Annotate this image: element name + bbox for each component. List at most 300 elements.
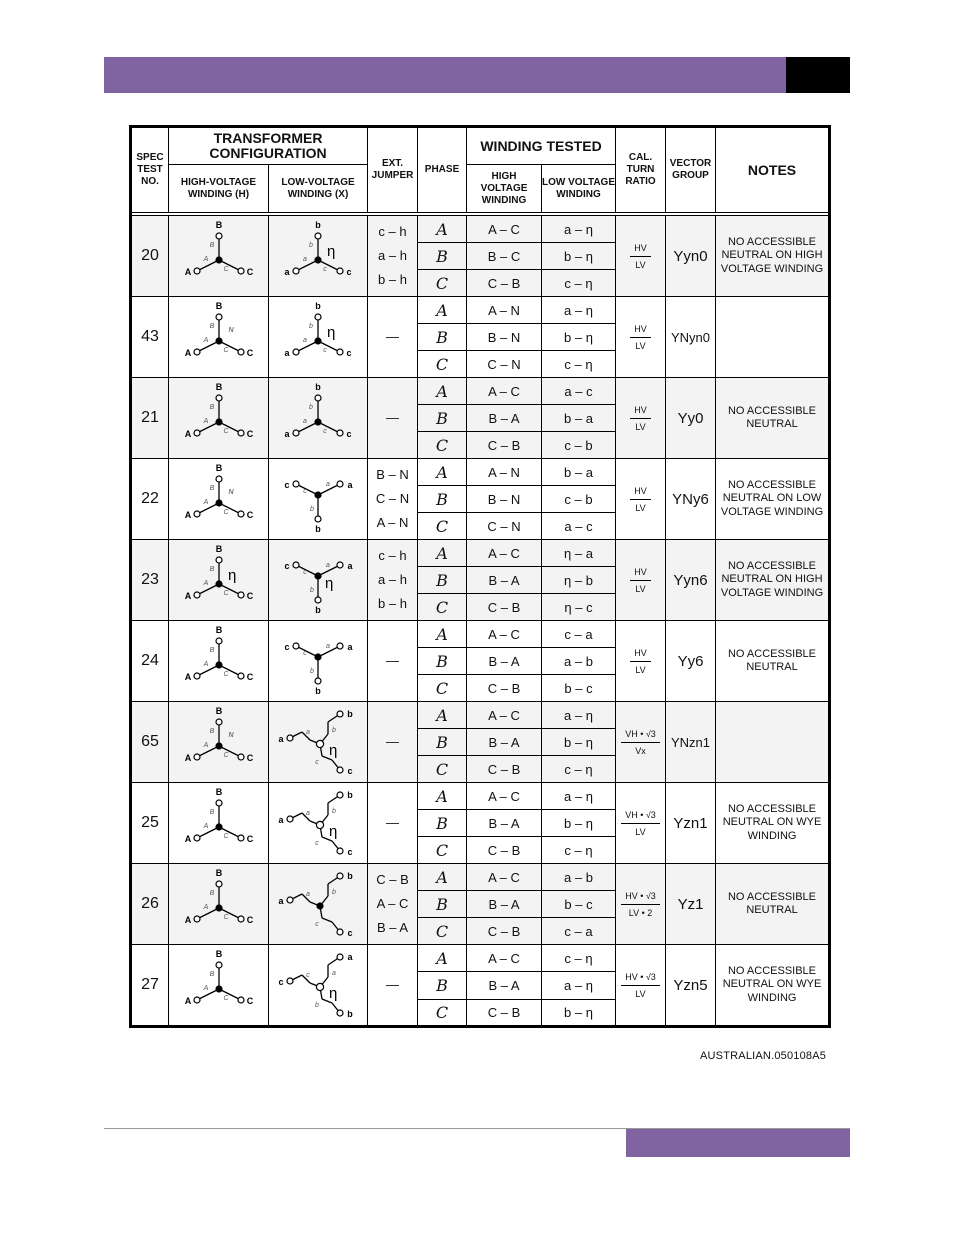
lv-winding-tested: η – a: [542, 540, 616, 567]
ratio-numerator: HV: [630, 324, 651, 338]
winding-label: C: [222, 266, 229, 273]
hv-winding-diagram: [169, 216, 269, 297]
lv-winding-tested: b – η: [542, 810, 616, 837]
terminal-node: [337, 711, 343, 717]
terminal-label: B: [215, 463, 222, 473]
terminal-node: [287, 978, 293, 984]
ratio-fraction: [630, 243, 651, 270]
neutral-node: [314, 418, 321, 425]
neutral-eta-label: η: [327, 324, 336, 341]
table-row: [131, 864, 830, 891]
terminal-node: [337, 1010, 343, 1016]
phase-letter: B: [418, 567, 467, 594]
terminal-a-node: [194, 997, 200, 1003]
notes-cell: NO ACCESSIBLE NEUTRAL ON HIGH VOLTAGE WINDING: [716, 540, 830, 621]
terminal-label: c: [347, 847, 353, 857]
ext-jumper: [368, 216, 418, 297]
winding-label: A: [203, 742, 208, 749]
cal-turn-ratio: [616, 459, 666, 540]
table-row-group: [131, 297, 830, 378]
ext-jumper: [368, 864, 418, 945]
terminal-label: A: [184, 834, 191, 844]
table-row-group: [131, 621, 830, 702]
vector-group: YNyn0: [666, 297, 716, 378]
terminal-node: [337, 929, 343, 935]
phase-letter: B: [418, 486, 467, 513]
hv-winding-tested: A – N: [467, 297, 542, 324]
winding-line: [219, 503, 241, 514]
terminal-label: B: [215, 949, 222, 959]
hv-winding-diagram: [169, 864, 269, 945]
phase-letter: C: [418, 513, 467, 540]
phase-letter: B: [418, 243, 467, 270]
winding-line: [318, 341, 340, 352]
lv-winding-tested: b – a: [542, 405, 616, 432]
terminal-label: b: [315, 605, 321, 615]
ext-jumper: [368, 702, 418, 783]
ratio-numerator: HV: [630, 405, 651, 419]
cal-turn-ratio: [616, 216, 666, 297]
notes-cell: NO ACCESSIBLE NEUTRAL: [716, 378, 830, 459]
header-transformer-configuration: TRANSFORMER CONFIGURATION: [169, 127, 368, 165]
winding-label: b: [309, 404, 313, 411]
table-row-group: [131, 540, 830, 621]
lv-winding-tested: c – b: [542, 432, 616, 459]
spec-test-number: 43: [131, 297, 169, 378]
spec-test-number: 24: [131, 621, 169, 702]
ratio-fraction: [621, 810, 660, 837]
terminal-a-node: [194, 592, 200, 598]
lv-winding-tested: b – η: [542, 324, 616, 351]
phase-letter: A: [418, 459, 467, 486]
cal-turn-ratio: [616, 378, 666, 459]
ratio-numerator: HV: [630, 648, 651, 662]
hv-winding-tested: B – A: [467, 648, 542, 675]
ratio-fraction: [630, 405, 651, 432]
winding-label: a: [306, 891, 310, 898]
winding-label: C: [222, 428, 229, 435]
phase-letter: C: [418, 837, 467, 864]
terminal-c-node: [238, 835, 244, 841]
spec-test-number: 21: [131, 378, 169, 459]
ext-jumper: [368, 621, 418, 702]
notes-cell: NO ACCESSIBLE NEUTRAL ON LOW VOLTAGE WINDING: [716, 459, 830, 540]
lv-winding-diagram: [269, 864, 368, 945]
terminal-label: b: [315, 524, 321, 534]
vector-group: Yz1: [666, 864, 716, 945]
phase-letter: C: [418, 351, 467, 378]
lv-winding-tested: c – η: [542, 270, 616, 297]
winding-label: a: [326, 481, 330, 488]
ratio-numerator: HV • √3: [621, 891, 660, 905]
winding-label: A: [203, 580, 208, 587]
terminal-b-node: [216, 557, 222, 563]
hv-winding-tested: A – C: [467, 864, 542, 891]
neutral-eta-label: η: [329, 985, 338, 1002]
notes-cell: NO ACCESSIBLE NEUTRAL: [716, 864, 830, 945]
terminal-label: C: [246, 429, 253, 439]
lv-winding-tested: c – η: [542, 837, 616, 864]
hv-winding-tested: C – N: [467, 513, 542, 540]
hv-winding-tested: C – B: [467, 756, 542, 783]
ratio-numerator: HV • √3: [621, 972, 660, 986]
neutral-node: [215, 499, 222, 506]
phase-letter: B: [418, 972, 467, 999]
winding-label: a: [306, 810, 310, 817]
header-hv-winding: HIGH-VOLTAGE WINDING (H): [169, 165, 269, 213]
winding-line: [296, 484, 318, 495]
neutral-eta-label: η: [227, 567, 236, 584]
lv-winding-diagram: [269, 702, 368, 783]
hv-winding-diagram: [169, 945, 269, 1027]
winding-line: [219, 989, 241, 1000]
phase-letter: C: [418, 999, 467, 1026]
winding-label: B: [209, 323, 214, 330]
terminal-label: c: [284, 480, 290, 490]
table-row: [131, 945, 830, 972]
neutral-node: [215, 823, 222, 830]
terminal-label: A: [184, 267, 191, 277]
spec-test-number: 65: [131, 702, 169, 783]
terminal-node: [287, 897, 293, 903]
ext-jumper: [368, 459, 418, 540]
terminal-label: a: [278, 896, 284, 906]
ratio-fraction: [621, 891, 660, 918]
terminal-b-node: [315, 678, 321, 684]
hv-winding-tested: B – A: [467, 810, 542, 837]
terminal-a-node: [194, 916, 200, 922]
hv-winding-tested: C – B: [467, 918, 542, 945]
winding-label: b: [309, 242, 313, 249]
lv-winding-tested: a – η: [542, 702, 616, 729]
terminal-b-node: [216, 719, 222, 725]
jumper-value: A – N: [376, 515, 409, 530]
terminal-label: A: [184, 996, 191, 1006]
ratio-denominator: LV: [635, 502, 646, 513]
winding-label: C: [222, 752, 229, 759]
terminal-label: c: [347, 928, 353, 938]
terminal-label: b: [315, 220, 321, 230]
terminal-a-node: [194, 430, 200, 436]
terminal-label: b: [347, 709, 353, 719]
terminal-node: [337, 873, 343, 879]
winding-label: B: [209, 485, 214, 492]
neutral-label: N: [227, 732, 234, 739]
ratio-fraction: [630, 486, 651, 513]
winding-label: a: [326, 562, 330, 569]
jumper-value: B – A: [376, 920, 409, 935]
terminal-label: B: [215, 301, 222, 311]
table-row: [131, 540, 830, 567]
neutral-node: [316, 902, 323, 909]
terminal-b-node: [216, 476, 222, 482]
hv-winding-tested: B – N: [467, 486, 542, 513]
terminal-node: [337, 767, 343, 773]
hv-winding-tested: A – C: [467, 945, 542, 972]
ext-jumper: [368, 783, 418, 864]
vector-group-table: [129, 125, 831, 1028]
ratio-denominator: LV • 2: [628, 907, 653, 918]
hv-winding-tested: C – B: [467, 837, 542, 864]
winding-label: C: [222, 590, 229, 597]
phase-letter: A: [418, 540, 467, 567]
neutral-node: [215, 337, 222, 344]
vector-group: YNzn1: [666, 702, 716, 783]
terminal-label: c: [347, 766, 353, 776]
terminal-b-node: [216, 638, 222, 644]
ratio-denominator: Vx: [635, 745, 646, 756]
terminal-a-node: [194, 349, 200, 355]
winding-label: C: [222, 995, 229, 1002]
lv-winding-tested: a – c: [542, 378, 616, 405]
cal-turn-ratio: [616, 783, 666, 864]
terminal-node: [337, 792, 343, 798]
jumper-value: —: [386, 329, 400, 344]
terminal-label: B: [215, 625, 222, 635]
terminal-a-node: [293, 349, 299, 355]
winding-label: b: [332, 727, 336, 734]
winding-line: [219, 584, 241, 595]
header-lv-winding: LOW-VOLTAGE WINDING (X): [269, 165, 368, 213]
winding-label: c: [315, 921, 319, 928]
winding-line: [318, 422, 340, 433]
terminal-label: c: [284, 642, 290, 652]
terminal-node: [337, 954, 343, 960]
lv-winding-tested: c – b: [542, 486, 616, 513]
winding-line: [219, 341, 241, 352]
terminal-label: C: [246, 996, 253, 1006]
ratio-denominator: LV: [635, 988, 646, 999]
phase-letter: B: [418, 648, 467, 675]
terminal-a-node: [293, 430, 299, 436]
hv-winding-diagram: [169, 621, 269, 702]
winding-label: A: [203, 418, 208, 425]
phase-letter: A: [418, 297, 467, 324]
jumper-value: —: [386, 653, 400, 668]
ext-jumper: [368, 297, 418, 378]
neutral-node: [215, 580, 222, 587]
terminal-c-node: [337, 349, 343, 355]
winding-label: b: [310, 587, 314, 594]
hv-winding-tested: B – A: [467, 567, 542, 594]
hv-winding-tested: A – N: [467, 459, 542, 486]
terminal-b-node: [216, 800, 222, 806]
spec-test-number: 23: [131, 540, 169, 621]
terminal-label: C: [246, 915, 253, 925]
terminal-node: [287, 816, 293, 822]
winding-label: c: [323, 428, 327, 435]
lv-winding-diagram: [269, 945, 368, 1027]
lv-winding-tested: c – a: [542, 621, 616, 648]
terminal-label: b: [315, 686, 321, 696]
terminal-label: a: [278, 734, 284, 744]
terminal-label: A: [184, 591, 191, 601]
winding-label: c: [303, 488, 307, 495]
table-row-group: [131, 378, 830, 459]
hv-winding-tested: A – C: [467, 783, 542, 810]
phase-letter: A: [418, 783, 467, 810]
winding-label: a: [303, 337, 307, 344]
neutral-node: [215, 742, 222, 749]
terminal-c-node: [337, 430, 343, 436]
header-ext-jumper: EXT. JUMPER: [368, 127, 418, 213]
winding-label: C: [222, 347, 229, 354]
spec-test-number: 20: [131, 216, 169, 297]
winding-label: b: [310, 668, 314, 675]
terminal-label: c: [346, 348, 352, 358]
terminal-c-node: [293, 562, 299, 568]
cal-turn-ratio: [616, 297, 666, 378]
hv-winding-tested: B – A: [467, 729, 542, 756]
ratio-denominator: LV: [635, 583, 646, 594]
terminal-b-node: [216, 395, 222, 401]
winding-label: b: [310, 506, 314, 513]
jumper-value: —: [386, 734, 400, 749]
terminal-c-node: [238, 592, 244, 598]
winding-label: a: [306, 729, 310, 736]
winding-label: B: [209, 728, 214, 735]
cal-turn-ratio: [616, 864, 666, 945]
ext-jumper: [368, 540, 418, 621]
terminal-b-node: [216, 233, 222, 239]
phase-letter: C: [418, 756, 467, 783]
jumper-value: A – C: [376, 896, 409, 911]
winding-line: [296, 646, 318, 657]
jumper-value: b – h: [378, 272, 407, 287]
footer-band: [626, 1129, 850, 1157]
winding-label: a: [326, 643, 330, 650]
terminal-label: A: [184, 672, 191, 682]
ext-jumper: [368, 945, 418, 1027]
hv-winding-tested: A – C: [467, 378, 542, 405]
terminal-a-node: [293, 268, 299, 274]
neutral-node: [215, 904, 222, 911]
table-row-group: [131, 864, 830, 945]
figure-id: AUSTRALIAN.050108A5: [700, 1050, 827, 1062]
lv-winding-diagram: [269, 621, 368, 702]
neutral-node: [316, 821, 323, 828]
ratio-denominator: LV: [635, 826, 646, 837]
hv-winding-diagram: [169, 459, 269, 540]
terminal-label: a: [278, 815, 284, 825]
winding-label: c: [323, 266, 327, 273]
neutral-eta-label: η: [329, 742, 338, 759]
terminal-label: b: [347, 1009, 353, 1019]
terminal-label: A: [184, 915, 191, 925]
terminal-label: a: [347, 480, 353, 490]
header-winding-tested: WINDING TESTED: [467, 127, 616, 165]
terminal-b-node: [216, 314, 222, 320]
header-vector-group: VECTOR GROUP: [666, 127, 716, 213]
terminal-label: B: [215, 706, 222, 716]
lv-winding-tested: b – η: [542, 729, 616, 756]
terminal-b-node: [315, 516, 321, 522]
winding-line: [296, 260, 318, 271]
terminal-c-node: [238, 268, 244, 274]
winding-label: B: [209, 647, 214, 654]
cal-turn-ratio: [616, 702, 666, 783]
table-row-group: [131, 945, 830, 1027]
hv-winding-tested: B – A: [467, 405, 542, 432]
hv-winding-tested: A – C: [467, 540, 542, 567]
vector-group: Yzn1: [666, 783, 716, 864]
hv-winding-tested: B – C: [467, 243, 542, 270]
terminal-label: B: [215, 544, 222, 554]
terminal-c-node: [293, 643, 299, 649]
terminal-label: C: [246, 348, 253, 358]
spec-test-number: 22: [131, 459, 169, 540]
header-cal-turn-ratio: CAL. TURN RATIO: [616, 127, 666, 213]
terminal-label: b: [347, 871, 353, 881]
terminal-c-node: [238, 916, 244, 922]
winding-label: c: [306, 972, 310, 979]
neutral-node: [314, 572, 321, 579]
winding-label: c: [315, 840, 319, 847]
header-notes: NOTES: [716, 127, 830, 213]
ratio-numerator: VH • √3: [621, 729, 660, 743]
lv-winding-tested: η – c: [542, 594, 616, 621]
lv-winding-tested: b – η: [542, 999, 616, 1026]
neutral-node: [215, 418, 222, 425]
ratio-numerator: HV: [630, 243, 651, 257]
terminal-c-node: [238, 511, 244, 517]
winding-line: [219, 908, 241, 919]
ratio-numerator: VH • √3: [621, 810, 660, 824]
phase-letter: B: [418, 729, 467, 756]
terminal-label: C: [246, 591, 253, 601]
cal-turn-ratio: [616, 540, 666, 621]
notes-cell: NO ACCESSIBLE NEUTRAL ON HIGH VOLTAGE WINDING: [716, 216, 830, 297]
winding-label: a: [332, 970, 336, 977]
ratio-fraction: [630, 324, 651, 351]
header-high-voltage-winding: HIGH VOLTAGE WINDING: [467, 165, 542, 213]
terminal-label: A: [184, 429, 191, 439]
ratio-fraction: [621, 972, 660, 999]
cal-turn-ratio: [616, 621, 666, 702]
winding-line: [219, 260, 241, 271]
neutral-label: N: [227, 327, 234, 334]
terminal-label: a: [284, 267, 290, 277]
winding-line: [296, 422, 318, 433]
lv-winding-diagram: [269, 540, 368, 621]
hv-winding-tested: B – A: [467, 972, 542, 999]
header-page-tab: [786, 57, 850, 93]
notes-cell: NO ACCESSIBLE NEUTRAL ON WYE WINDING: [716, 945, 830, 1027]
spec-test-number: 27: [131, 945, 169, 1027]
jumper-value: a – h: [378, 572, 407, 587]
hv-winding-diagram: [169, 297, 269, 378]
phase-letter: B: [418, 891, 467, 918]
lv-winding-tested: a – b: [542, 648, 616, 675]
winding-label: C: [222, 509, 229, 516]
hv-winding-tested: B – A: [467, 891, 542, 918]
terminal-label: a: [284, 429, 290, 439]
phase-letter: B: [418, 405, 467, 432]
ratio-fraction: [630, 567, 651, 594]
hv-winding-diagram: [169, 378, 269, 459]
phase-letter: A: [418, 216, 467, 243]
winding-label: B: [209, 242, 214, 249]
winding-label: A: [203, 499, 208, 506]
winding-line: [219, 827, 241, 838]
winding-label: c: [303, 650, 307, 657]
jumper-value: —: [386, 815, 400, 830]
lv-winding-diagram: [269, 459, 368, 540]
terminal-a-node: [194, 673, 200, 679]
winding-label: A: [203, 823, 208, 830]
neutral-node: [314, 653, 321, 660]
phase-letter: A: [418, 864, 467, 891]
